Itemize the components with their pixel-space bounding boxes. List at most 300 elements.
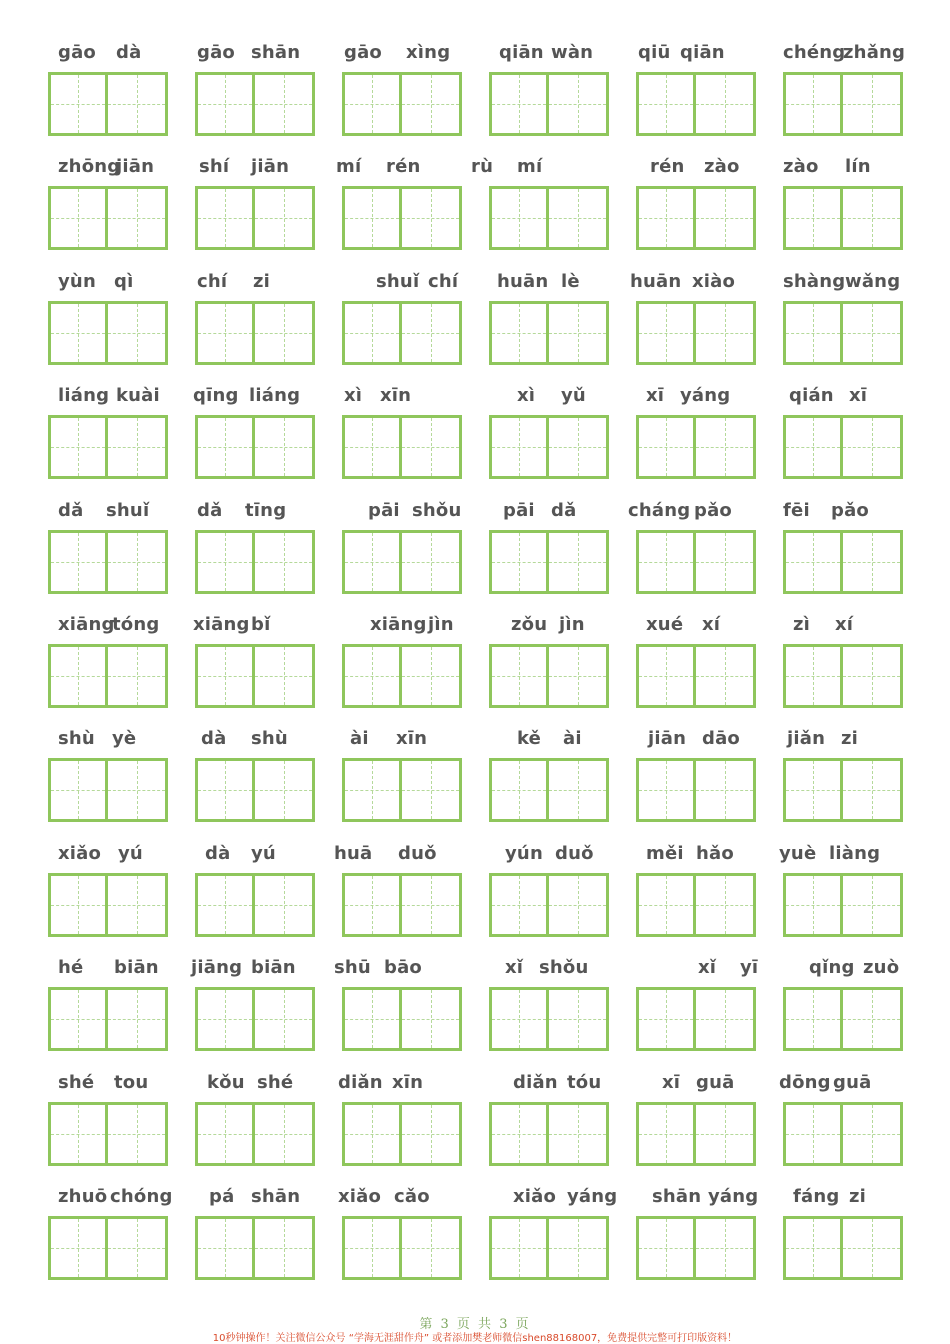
tian-zi-box[interactable] bbox=[783, 530, 843, 594]
tian-zi-box[interactable] bbox=[489, 186, 549, 250]
word-practice-cell bbox=[342, 32, 462, 146]
tian-zi-box[interactable] bbox=[783, 301, 843, 365]
horizontal-guide-line bbox=[492, 1248, 546, 1249]
horizontal-guide-line bbox=[51, 562, 105, 563]
pinyin-syllable: ài bbox=[350, 728, 369, 749]
tian-zi-box[interactable] bbox=[48, 186, 108, 250]
horizontal-guide-line bbox=[345, 905, 399, 906]
horizontal-guide-line bbox=[549, 1248, 606, 1249]
tian-zi-box[interactable] bbox=[48, 415, 108, 479]
pinyin-syllable: shǒu bbox=[412, 500, 462, 521]
tian-zi-box[interactable] bbox=[195, 873, 255, 937]
tian-zi-box[interactable] bbox=[252, 186, 315, 250]
pinyin-syllable: duǒ bbox=[555, 843, 594, 864]
tian-zi-box[interactable] bbox=[399, 758, 462, 822]
tian-zi-box[interactable] bbox=[693, 873, 756, 937]
tian-zi-box[interactable] bbox=[783, 1216, 843, 1280]
tian-zi-box[interactable] bbox=[195, 1216, 255, 1280]
tian-zi-box[interactable] bbox=[399, 873, 462, 937]
writing-grid bbox=[636, 72, 756, 136]
word-practice-cell bbox=[336, 146, 462, 260]
pinyin-line bbox=[636, 375, 756, 417]
tian-zi-box[interactable] bbox=[840, 415, 903, 479]
tian-zi-box[interactable] bbox=[636, 530, 696, 594]
tian-zi-box[interactable] bbox=[636, 987, 696, 1051]
tian-zi-box[interactable] bbox=[105, 1102, 168, 1166]
word-practice-cell bbox=[338, 1062, 462, 1176]
pinyin-syllable: xué bbox=[646, 614, 684, 635]
pinyin-syllable: zuò bbox=[863, 957, 900, 978]
pinyin-line bbox=[636, 1062, 756, 1104]
pinyin-syllable: shí bbox=[199, 156, 230, 177]
pinyin-syllable: jìn bbox=[559, 614, 585, 635]
writing-grid bbox=[342, 758, 462, 822]
tian-zi-box[interactable] bbox=[693, 301, 756, 365]
pinyin-line bbox=[783, 32, 906, 74]
pinyin-line bbox=[636, 718, 756, 760]
horizontal-guide-line bbox=[198, 447, 252, 448]
word-practice-cell bbox=[191, 947, 315, 1061]
word-practice-cell bbox=[636, 718, 756, 832]
writing-grid bbox=[636, 301, 756, 365]
word-practice-cell bbox=[195, 32, 315, 146]
pinyin-line bbox=[191, 947, 315, 989]
pinyin-line bbox=[342, 490, 462, 532]
tian-zi-box[interactable] bbox=[489, 415, 549, 479]
horizontal-guide-line bbox=[198, 1019, 252, 1020]
pinyin-line bbox=[783, 375, 903, 417]
tian-zi-box[interactable] bbox=[252, 415, 315, 479]
tian-zi-box[interactable] bbox=[252, 1102, 315, 1166]
writing-grid bbox=[783, 644, 903, 708]
tian-zi-box[interactable] bbox=[546, 530, 609, 594]
writing-grid bbox=[48, 873, 168, 937]
pinyin-syllable: xí bbox=[835, 614, 854, 635]
pinyin-syllable: chóng bbox=[110, 1186, 173, 1207]
horizontal-guide-line bbox=[786, 333, 840, 334]
tian-zi-box[interactable] bbox=[693, 72, 756, 136]
tian-zi-box[interactable] bbox=[783, 987, 843, 1051]
writing-grid bbox=[489, 415, 609, 479]
horizontal-guide-line bbox=[492, 676, 546, 677]
pinyin-line bbox=[48, 718, 168, 760]
tian-zi-box[interactable] bbox=[546, 644, 609, 708]
tian-zi-box[interactable] bbox=[840, 301, 903, 365]
horizontal-guide-line bbox=[198, 1134, 252, 1135]
tian-zi-box[interactable] bbox=[195, 758, 255, 822]
horizontal-guide-line bbox=[639, 676, 693, 677]
tian-zi-box[interactable] bbox=[840, 873, 903, 937]
word-practice-cell bbox=[783, 947, 903, 1061]
tian-zi-box[interactable] bbox=[840, 1102, 903, 1166]
tian-zi-box[interactable] bbox=[783, 1102, 843, 1166]
pinyin-syllable: biān bbox=[251, 957, 296, 978]
tian-zi-box[interactable] bbox=[342, 644, 402, 708]
tian-zi-box[interactable] bbox=[783, 415, 843, 479]
pinyin-syllable: xī bbox=[662, 1072, 681, 1093]
tian-zi-box[interactable] bbox=[489, 1102, 549, 1166]
tian-zi-box[interactable] bbox=[48, 301, 108, 365]
horizontal-guide-line bbox=[108, 562, 165, 563]
tian-zi-box[interactable] bbox=[252, 644, 315, 708]
tian-zi-box[interactable] bbox=[489, 530, 549, 594]
writing-grid bbox=[489, 186, 609, 250]
tian-zi-box[interactable] bbox=[636, 301, 696, 365]
tian-zi-box[interactable] bbox=[195, 1102, 255, 1166]
pinyin-line bbox=[48, 1176, 173, 1218]
horizontal-guide-line bbox=[108, 676, 165, 677]
writing-grid bbox=[48, 530, 168, 594]
tian-zi-box[interactable] bbox=[636, 415, 696, 479]
horizontal-guide-line bbox=[696, 790, 753, 791]
tian-zi-box[interactable] bbox=[783, 186, 843, 250]
tian-zi-box[interactable] bbox=[546, 873, 609, 937]
tian-zi-box[interactable] bbox=[489, 301, 549, 365]
tian-zi-box[interactable] bbox=[840, 644, 903, 708]
word-practice-cell bbox=[195, 375, 315, 489]
tian-zi-box[interactable] bbox=[342, 758, 402, 822]
pinyin-syllable: rù bbox=[471, 156, 494, 177]
tian-zi-box[interactable] bbox=[783, 758, 843, 822]
tian-zi-box[interactable] bbox=[105, 987, 168, 1051]
tian-zi-box[interactable] bbox=[399, 530, 462, 594]
tian-zi-box[interactable] bbox=[105, 644, 168, 708]
horizontal-guide-line bbox=[696, 1019, 753, 1020]
tian-zi-box[interactable] bbox=[48, 1216, 108, 1280]
pinyin-line bbox=[48, 833, 168, 875]
tian-zi-box[interactable] bbox=[105, 415, 168, 479]
horizontal-guide-line bbox=[402, 1248, 459, 1249]
tian-zi-box[interactable] bbox=[489, 72, 549, 136]
horizontal-guide-line bbox=[786, 905, 840, 906]
horizontal-guide-line bbox=[198, 1248, 252, 1249]
tian-zi-box[interactable] bbox=[252, 72, 315, 136]
tian-zi-box[interactable] bbox=[399, 644, 462, 708]
tian-zi-box[interactable] bbox=[105, 530, 168, 594]
horizontal-guide-line bbox=[108, 1134, 165, 1135]
horizontal-guide-line bbox=[255, 1019, 312, 1020]
horizontal-guide-line bbox=[51, 905, 105, 906]
tian-zi-box[interactable] bbox=[840, 72, 903, 136]
pinyin-line bbox=[195, 604, 315, 646]
pinyin-syllable: yáng bbox=[708, 1186, 759, 1207]
pinyin-syllable: shuǐ bbox=[106, 500, 150, 521]
pinyin-line bbox=[336, 146, 462, 188]
tian-zi-box[interactable] bbox=[546, 72, 609, 136]
horizontal-guide-line bbox=[402, 1134, 459, 1135]
tian-zi-box[interactable] bbox=[693, 1216, 756, 1280]
tian-zi-box[interactable] bbox=[399, 1216, 462, 1280]
horizontal-guide-line bbox=[549, 218, 606, 219]
pinyin-syllable: chéng bbox=[783, 42, 846, 63]
pinyin-syllable: dà bbox=[205, 843, 231, 864]
tian-zi-box[interactable] bbox=[48, 72, 108, 136]
writing-grid bbox=[636, 530, 756, 594]
tian-zi-box[interactable] bbox=[399, 1102, 462, 1166]
horizontal-guide-line bbox=[786, 562, 840, 563]
pinyin-syllable: jiān bbox=[648, 728, 687, 749]
writing-grid bbox=[783, 301, 903, 365]
tian-zi-box[interactable] bbox=[636, 644, 696, 708]
pinyin-line bbox=[48, 490, 168, 532]
tian-zi-box[interactable] bbox=[693, 415, 756, 479]
page-number-label: 第 3 页 共 3 页 bbox=[419, 1317, 531, 1332]
tian-zi-box[interactable] bbox=[546, 987, 609, 1051]
tian-zi-box[interactable] bbox=[48, 644, 108, 708]
tian-zi-box[interactable] bbox=[105, 72, 168, 136]
pinyin-syllable: yǔ bbox=[561, 385, 586, 406]
pinyin-line bbox=[342, 261, 462, 303]
tian-zi-box[interactable] bbox=[105, 758, 168, 822]
tian-zi-box[interactable] bbox=[252, 873, 315, 937]
tian-zi-box[interactable] bbox=[399, 186, 462, 250]
word-practice-cell bbox=[489, 604, 609, 718]
pinyin-line bbox=[342, 32, 462, 74]
horizontal-guide-line bbox=[786, 676, 840, 677]
pinyin-syllable: yún bbox=[505, 843, 543, 864]
tian-zi-box[interactable] bbox=[342, 873, 402, 937]
pinyin-syllable: zi bbox=[253, 271, 271, 292]
tian-zi-box[interactable] bbox=[489, 987, 549, 1051]
horizontal-guide-line bbox=[843, 1134, 900, 1135]
horizontal-guide-line bbox=[198, 218, 252, 219]
pinyin-line bbox=[630, 261, 756, 303]
horizontal-guide-line bbox=[198, 905, 252, 906]
writing-grid bbox=[489, 72, 609, 136]
tian-zi-box[interactable] bbox=[546, 1216, 609, 1280]
tian-zi-box[interactable] bbox=[693, 530, 756, 594]
word-practice-cell bbox=[342, 261, 462, 375]
tian-zi-box[interactable] bbox=[783, 644, 843, 708]
tian-zi-box[interactable] bbox=[546, 301, 609, 365]
horizontal-guide-line bbox=[696, 1248, 753, 1249]
word-practice-cell bbox=[48, 1176, 173, 1290]
tian-zi-box[interactable] bbox=[636, 758, 696, 822]
horizontal-guide-line bbox=[255, 104, 312, 105]
horizontal-guide-line bbox=[843, 1248, 900, 1249]
pinyin-syllable: xiāng bbox=[58, 614, 115, 635]
horizontal-guide-line bbox=[51, 218, 105, 219]
word-practice-cell bbox=[636, 1062, 756, 1176]
pinyin-syllable: zhuō bbox=[58, 1186, 108, 1207]
tian-zi-box[interactable] bbox=[546, 415, 609, 479]
word-practice-cell bbox=[195, 146, 315, 260]
tian-zi-box[interactable] bbox=[840, 530, 903, 594]
pinyin-syllable: jiān bbox=[116, 156, 155, 177]
pinyin-line bbox=[195, 146, 315, 188]
pinyin-syllable: pǎo bbox=[694, 500, 732, 521]
tian-zi-box[interactable] bbox=[252, 301, 315, 365]
tian-zi-box[interactable] bbox=[342, 987, 402, 1051]
tian-zi-box[interactable] bbox=[693, 1102, 756, 1166]
pinyin-syllable: tóng bbox=[112, 614, 160, 635]
tian-zi-box[interactable] bbox=[489, 758, 549, 822]
tian-zi-box[interactable] bbox=[342, 415, 402, 479]
pinyin-syllable: xiǎo bbox=[338, 1186, 382, 1207]
pinyin-syllable: xǐ bbox=[698, 957, 717, 978]
tian-zi-box[interactable] bbox=[636, 873, 696, 937]
pinyin-line bbox=[783, 261, 903, 303]
tian-zi-box[interactable] bbox=[783, 873, 843, 937]
horizontal-guide-line bbox=[786, 1134, 840, 1135]
tian-zi-box[interactable] bbox=[840, 987, 903, 1051]
pinyin-syllable: guā bbox=[833, 1072, 872, 1093]
horizontal-guide-line bbox=[639, 1019, 693, 1020]
pinyin-syllable: pá bbox=[209, 1186, 235, 1207]
pinyin-syllable: kuài bbox=[116, 385, 160, 406]
tian-zi-box[interactable] bbox=[195, 644, 255, 708]
tian-zi-box[interactable] bbox=[252, 987, 315, 1051]
tian-zi-box[interactable] bbox=[546, 186, 609, 250]
tian-zi-box[interactable] bbox=[636, 1216, 696, 1280]
tian-zi-box[interactable] bbox=[342, 301, 402, 365]
pinyin-syllable: yáng bbox=[680, 385, 731, 406]
tian-zi-box[interactable] bbox=[342, 1102, 402, 1166]
tian-zi-box[interactable] bbox=[195, 301, 255, 365]
tian-zi-box[interactable] bbox=[195, 186, 255, 250]
pinyin-line bbox=[48, 261, 168, 303]
tian-zi-box[interactable] bbox=[399, 301, 462, 365]
tian-zi-box[interactable] bbox=[489, 1216, 549, 1280]
tian-zi-box[interactable] bbox=[195, 72, 255, 136]
tian-zi-box[interactable] bbox=[840, 758, 903, 822]
tian-zi-box[interactable] bbox=[489, 644, 549, 708]
tian-zi-box[interactable] bbox=[105, 873, 168, 937]
pinyin-line bbox=[489, 375, 609, 417]
pinyin-syllable: hé bbox=[58, 957, 84, 978]
pinyin-syllable: dōng bbox=[779, 1072, 831, 1093]
tian-zi-box[interactable] bbox=[105, 301, 168, 365]
horizontal-guide-line bbox=[51, 447, 105, 448]
writing-grid bbox=[48, 1102, 168, 1166]
word-practice-cell bbox=[471, 146, 609, 260]
tian-zi-box[interactable] bbox=[399, 72, 462, 136]
horizontal-guide-line bbox=[345, 676, 399, 677]
pinyin-syllable: zhǎng bbox=[843, 42, 906, 63]
tian-zi-box[interactable] bbox=[399, 415, 462, 479]
word-practice-cell bbox=[342, 375, 462, 489]
pinyin-syllable: yè bbox=[112, 728, 137, 749]
tian-zi-box[interactable] bbox=[636, 72, 696, 136]
tian-zi-box[interactable] bbox=[693, 758, 756, 822]
word-practice-cell bbox=[342, 604, 462, 718]
tian-zi-box[interactable] bbox=[342, 72, 402, 136]
pinyin-line bbox=[783, 146, 903, 188]
pinyin-syllable: wàn bbox=[551, 42, 594, 63]
pinyin-syllable: cǎo bbox=[394, 1186, 430, 1207]
tian-zi-box[interactable] bbox=[636, 1102, 696, 1166]
tian-zi-box[interactable] bbox=[840, 1216, 903, 1280]
pinyin-syllable: yáng bbox=[567, 1186, 618, 1207]
tian-zi-box[interactable] bbox=[48, 873, 108, 937]
tian-zi-box[interactable] bbox=[342, 186, 402, 250]
tian-zi-box[interactable] bbox=[195, 415, 255, 479]
pinyin-syllable: xīn bbox=[392, 1072, 424, 1093]
horizontal-guide-line bbox=[696, 333, 753, 334]
pinyin-line bbox=[636, 947, 759, 989]
pinyin-syllable: fēi bbox=[783, 500, 810, 521]
tian-zi-box[interactable] bbox=[399, 987, 462, 1051]
horizontal-guide-line bbox=[786, 790, 840, 791]
word-practice-cell bbox=[338, 1176, 462, 1290]
tian-zi-box[interactable] bbox=[195, 987, 255, 1051]
word-practice-cell bbox=[636, 146, 756, 260]
writing-grid bbox=[195, 1216, 315, 1280]
horizontal-guide-line bbox=[696, 218, 753, 219]
pinyin-syllable: yú bbox=[251, 843, 276, 864]
tian-zi-box[interactable] bbox=[342, 530, 402, 594]
pinyin-line bbox=[48, 604, 168, 646]
writing-grid bbox=[195, 72, 315, 136]
horizontal-guide-line bbox=[549, 333, 606, 334]
word-practice-cell bbox=[48, 833, 168, 947]
pinyin-syllable: gāo bbox=[197, 42, 235, 63]
horizontal-guide-line bbox=[843, 905, 900, 906]
word-practice-cell bbox=[636, 1176, 759, 1290]
tian-zi-box[interactable] bbox=[840, 186, 903, 250]
horizontal-guide-line bbox=[492, 1019, 546, 1020]
pinyin-syllable: shé bbox=[257, 1072, 294, 1093]
tian-zi-box[interactable] bbox=[546, 758, 609, 822]
word-practice-cell bbox=[636, 947, 759, 1061]
writing-grid bbox=[783, 1102, 903, 1166]
pinyin-line bbox=[48, 375, 168, 417]
pinyin-syllable: shù bbox=[58, 728, 95, 749]
pinyin-syllable: měi bbox=[646, 843, 684, 864]
tian-zi-box[interactable] bbox=[48, 758, 108, 822]
footer-promo-note: 10秒钟操作！关注微信公众号 “学海无涯甜作舟” 或者添加樊老师微信shen88168007，免费提供完整可打印版资料！ bbox=[212, 1333, 738, 1344]
pinyin-syllable: ài bbox=[563, 728, 582, 749]
horizontal-guide-line bbox=[549, 676, 606, 677]
tian-zi-box[interactable] bbox=[252, 758, 315, 822]
tian-zi-box[interactable] bbox=[636, 186, 696, 250]
tian-zi-box[interactable] bbox=[48, 1102, 108, 1166]
tian-zi-box[interactable] bbox=[252, 530, 315, 594]
tian-zi-box[interactable] bbox=[48, 530, 108, 594]
horizontal-guide-line bbox=[255, 905, 312, 906]
tian-zi-box[interactable] bbox=[783, 72, 843, 136]
tian-zi-box[interactable] bbox=[342, 1216, 402, 1280]
tian-zi-box[interactable] bbox=[693, 987, 756, 1051]
horizontal-guide-line bbox=[345, 104, 399, 105]
pinyin-line bbox=[334, 947, 462, 989]
pinyin-line bbox=[636, 604, 756, 646]
pinyin-syllable: duǒ bbox=[398, 843, 437, 864]
tian-zi-box[interactable] bbox=[546, 1102, 609, 1166]
horizontal-guide-line bbox=[198, 562, 252, 563]
pinyin-line bbox=[489, 718, 609, 760]
tian-zi-box[interactable] bbox=[105, 1216, 168, 1280]
tian-zi-box[interactable] bbox=[252, 1216, 315, 1280]
tian-zi-box[interactable] bbox=[105, 186, 168, 250]
pinyin-syllable: dǎ bbox=[58, 500, 84, 521]
horizontal-guide-line bbox=[786, 1019, 840, 1020]
tian-zi-box[interactable] bbox=[693, 644, 756, 708]
tian-zi-box[interactable] bbox=[48, 987, 108, 1051]
word-practice-cell bbox=[334, 833, 462, 947]
tian-zi-box[interactable] bbox=[693, 186, 756, 250]
word-practice-cell bbox=[783, 490, 903, 604]
pinyin-line bbox=[338, 1176, 462, 1218]
pinyin-line bbox=[636, 146, 756, 188]
writing-grid bbox=[489, 873, 609, 937]
pinyin-syllable: dǎ bbox=[197, 500, 223, 521]
pinyin-syllable: xì bbox=[344, 385, 363, 406]
horizontal-guide-line bbox=[345, 447, 399, 448]
tian-zi-box[interactable] bbox=[195, 530, 255, 594]
writing-grid bbox=[195, 1102, 315, 1166]
tian-zi-box[interactable] bbox=[489, 873, 549, 937]
